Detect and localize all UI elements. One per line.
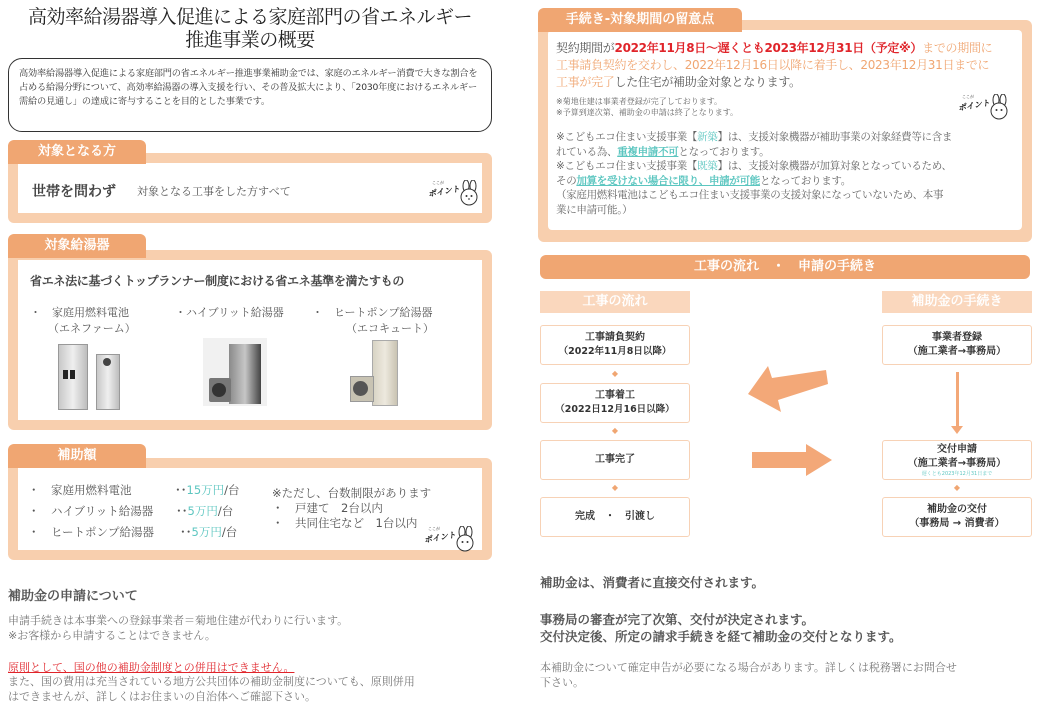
period-notes: ※菊地住建は事業者登録が完了しております。 ※予算到達次第、補助金の申請は終了となります。 bbox=[556, 97, 739, 117]
flow-step-handover: 完成 ・ 引渡し bbox=[540, 497, 690, 537]
page-title-line2: 推進事業の概要 bbox=[185, 29, 315, 51]
flow-step-application: 交付申請 （施工業者→事務局） 遅くとも2023年12月31日まで bbox=[882, 440, 1032, 480]
flow-step-payment: 補助金の交付 （事務局 → 消費者） bbox=[882, 497, 1032, 537]
subsidy-row: ・ ヒートポンプ給湯器 ･･5万円/台 bbox=[28, 525, 238, 539]
page-title-line1: 高効率給湯器導入促進による家庭部門の省エネルギー bbox=[27, 6, 472, 28]
down-arrow-icon: ◆ bbox=[611, 426, 619, 435]
flow-step-complete: 工事完了 bbox=[540, 440, 690, 480]
enefarm-image bbox=[58, 344, 122, 412]
application-details: また、国の費用は充当されている地方公共団体の補助金制度についても、原則併用 はできませんが、詳しくはお住まいの自治体へご確認下さい。 bbox=[8, 675, 415, 703]
payment-tax-note: 本補助金について確定申告が必要になる場合があります。詳しくは税務署にお問合せ 下さい。 bbox=[540, 661, 957, 689]
subsidy-tab: 補助額 bbox=[8, 444, 146, 468]
application-text: 申請手続きは本事業への登録事業者＝菊地住建が代わりに行います。 ※お客様から申請することはできません。 bbox=[8, 614, 349, 642]
point-mascot-icon: ここが ポイント bbox=[958, 94, 1010, 120]
device-heatpump: ・ ヒートポンプ給湯器 （エコキュート） bbox=[312, 306, 434, 335]
down-arrow-head-icon bbox=[951, 426, 963, 434]
device-hybrid: ・ハイブリット給湯器 bbox=[175, 306, 284, 319]
application-heading: 補助金の申請について bbox=[8, 589, 138, 604]
devices-heading: 省エネ法に基づくトップランナー制度における省エネ基準を満たすもの bbox=[30, 274, 405, 288]
flow-step-start: 工事着工 （2022日12月16日以降） bbox=[540, 383, 690, 423]
point-mascot-icon: ここが ポイント bbox=[428, 180, 480, 206]
page-title bbox=[0, 6, 500, 52]
flow-left-head: 工事の流れ bbox=[540, 291, 690, 313]
point-mascot-icon: ここが ポイント bbox=[424, 526, 476, 552]
down-arrow-icon: ◆ bbox=[953, 483, 961, 492]
subsidy-notes: ※ただし、台数制限があります ・ 戸建て 2台以内 ・ 共同住宅など 1台以内 bbox=[272, 486, 432, 530]
target-sub: 対象となる工事をした方すべて bbox=[137, 185, 291, 198]
payment-decision: 事務局の審査が完了次第、交付が決定されます。 交付決定後、所定の請求手続きを経て補助金の交付となります。 bbox=[540, 612, 902, 644]
flow-step-registration: 事業者登録 （施工業者→事務局） bbox=[882, 325, 1032, 365]
devices-tab: 対象給湯器 bbox=[8, 234, 146, 258]
flow-right-head: 補助金の手続き bbox=[882, 291, 1032, 313]
device-fuelcell: ・ 家庭用燃料電池 （エネファーム） bbox=[30, 306, 136, 335]
subsidy-row: ・ ハイブリット給湯器 ･･5万円/台 bbox=[28, 504, 234, 518]
flow-step-contract: 工事請負契約 （2022年11月8日以降） bbox=[540, 325, 690, 365]
flow-header: 工事の流れ ・ 申請の手続き bbox=[540, 255, 1030, 279]
ecocute-image bbox=[348, 340, 408, 408]
down-arrow-icon: ◆ bbox=[611, 369, 619, 378]
period-tab: 手続き-対象期間の留意点 bbox=[538, 8, 742, 32]
target-tab: 対象となる方 bbox=[8, 140, 146, 164]
arrow-right-icon bbox=[752, 444, 832, 476]
hybrid-image bbox=[203, 338, 267, 406]
arrow-left-icon bbox=[748, 362, 828, 412]
payment-line1: 補助金は、消費者に直接交付されます。 bbox=[540, 575, 765, 590]
intro-box: 高効率給湯器導入促進による家庭部門の省エネルギー推進事業補助金では、家庭のエネルギー消費で大きな割合を占める給湯分野について、高効率給湯器の導入支援を行い、その普及拡大により、「2030年度におけるエネルギー需給の見通し」の達成に寄与することを目的とした事業です。 bbox=[8, 58, 492, 132]
kodomo-eco-notes: ※こどもエコ住まい支援事業【新築】は、支援対象機器が補助事業の対象経費等に含ま れている為、重複申請不可となっております。 ※こどもエコ住まい支援事業【既築】は、支援対象機器が加算対象となっているため、 その加算を受けない場合に限り、申請が可能となっております。 （家庭用燃料電池はこどもエコ住まい支援事業の支援対象になっていないため、本事 業に申請可能。） bbox=[556, 131, 953, 216]
down-arrow-icon: ◆ bbox=[611, 483, 619, 492]
application-warning: 原則として、国の他の補助金制度との併用はできません。 bbox=[8, 661, 295, 674]
period-main: 契約期間が2022年11月8日～遅くとも2023年12月31日（予定※）までの期間に 工事請負契約を交わし、2022年12月16日以降に着手し、2023年12月31日までに 工事が完了した住宅が補助金対象となります。 bbox=[556, 41, 993, 89]
subsidy-list bbox=[28, 480, 258, 543]
down-arrow-line-icon bbox=[956, 372, 959, 428]
target-main: 世帯を問わず bbox=[32, 184, 116, 200]
subsidy-row: ・ 家庭用燃料電池 ･･15万円/台 bbox=[28, 483, 240, 497]
